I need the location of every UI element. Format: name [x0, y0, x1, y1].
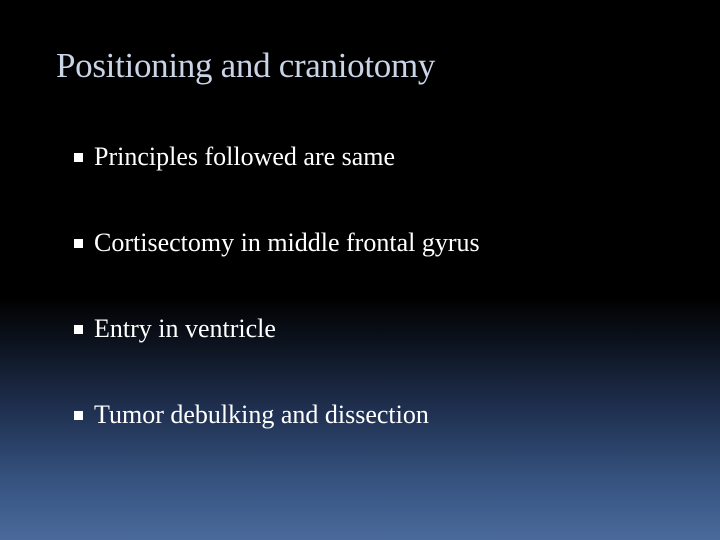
square-bullet-icon	[74, 239, 83, 248]
square-bullet-icon	[74, 411, 83, 420]
slide-title: Positioning and craniotomy	[56, 46, 436, 85]
bullet-text: Tumor debulking and dissection	[94, 400, 429, 429]
bullet-text: Entry in ventricle	[94, 314, 276, 343]
bullet-text: Cortisectomy in middle frontal gyrus	[94, 228, 480, 257]
bullet-text: Principles followed are same	[94, 142, 396, 171]
square-bullet-icon	[74, 325, 83, 334]
square-bullet-icon	[74, 153, 83, 162]
